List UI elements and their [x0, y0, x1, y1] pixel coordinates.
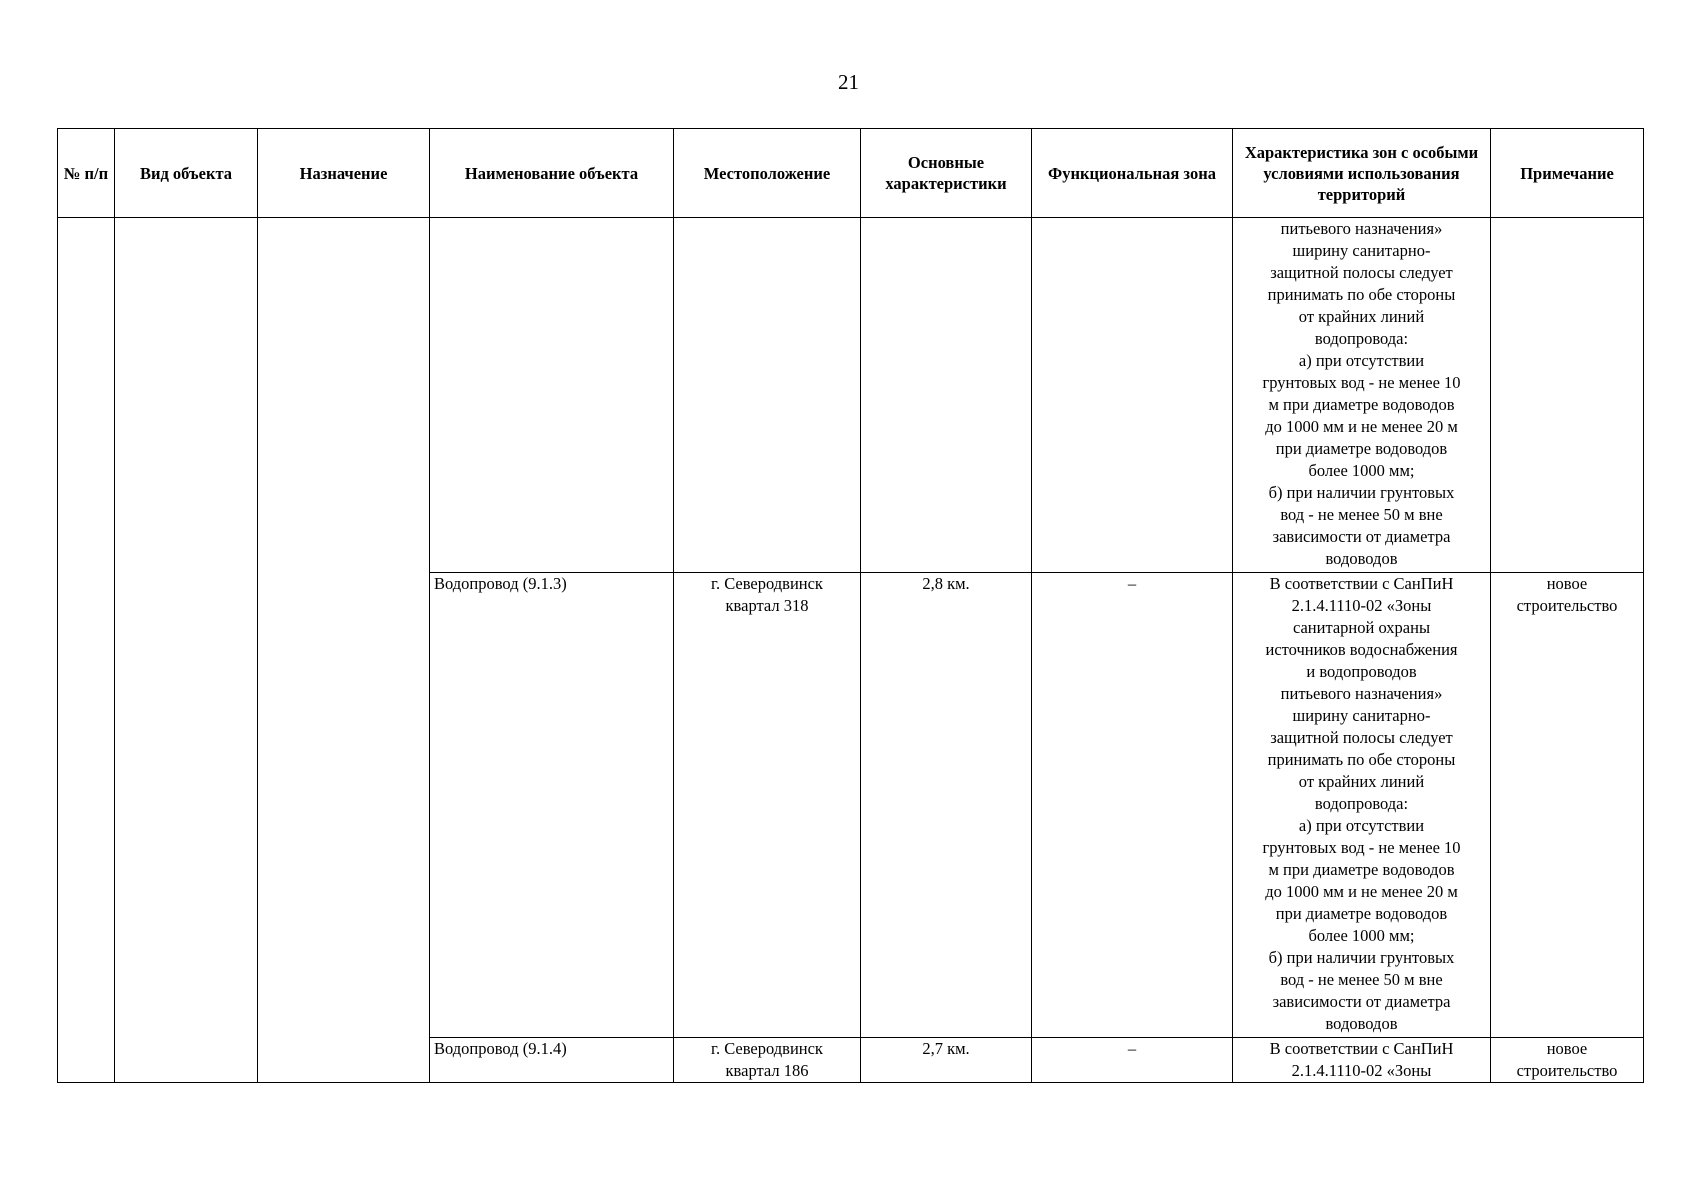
num-cell	[58, 218, 115, 1083]
location-cell: г. Северодвинск квартал 318	[674, 573, 861, 1038]
zones-characteristics-cell: В соответствии с СанПиН 2.1.4.1110-02 «Зоны	[1233, 1038, 1491, 1083]
remark-cell: новое строительство	[1491, 1038, 1644, 1083]
header-num: № п/п	[58, 129, 115, 218]
table-header-row	[58, 129, 1644, 218]
characteristics-cell	[861, 218, 1032, 573]
location-cell	[674, 218, 861, 573]
header-main-characteristics: Основные характеристики	[861, 129, 1032, 218]
header-remark: Примечание	[1491, 129, 1644, 218]
objects-table	[57, 128, 1644, 1083]
object-type-cell	[115, 218, 258, 1083]
header-location: Местоположение	[674, 129, 861, 218]
functional-zone-cell	[1032, 218, 1233, 573]
purpose-cell	[258, 218, 430, 1083]
header-object-type: Вид объекта	[115, 129, 258, 218]
object-name-cell: Водопровод (9.1.3)	[430, 573, 674, 1038]
zones-characteristics-cell: питьевого назначения» ширину санитарно- защитной полосы следует принимать по обе стороны от крайних линий водопровода: а) при отсутствии грунтовых вод - не менее 10 м при диаметре водоводов до 1000 мм и не менее 20 м при диаметре водоводов более 1000 мм; б) при наличии грунтовых вод - не менее 50 м вне зависимости от диаметра водоводов	[1233, 218, 1491, 573]
object-name-cell: Водопровод (9.1.4)	[430, 1038, 674, 1083]
functional-zone-cell: –	[1032, 573, 1233, 1038]
functional-zone-cell: –	[1032, 1038, 1233, 1083]
header-zones-characteristics: Характеристика зон с особыми условиями использования территорий	[1233, 129, 1491, 218]
remark-cell: новое строительство	[1491, 573, 1644, 1038]
remark-cell	[1491, 218, 1644, 573]
header-purpose: Назначение	[258, 129, 430, 218]
header-object-name: Наименование объекта	[430, 129, 674, 218]
location-cell: г. Северодвинск квартал 186	[674, 1038, 861, 1083]
characteristics-cell: 2,8 км.	[861, 573, 1032, 1038]
page-number: 21	[838, 70, 859, 94]
table-row	[58, 218, 1644, 573]
object-name-cell	[430, 218, 674, 573]
header-functional-zone: Функциональная зона	[1032, 129, 1233, 218]
characteristics-cell: 2,7 км.	[861, 1038, 1032, 1083]
zones-characteristics-cell: В соответствии с СанПиН 2.1.4.1110-02 «Зоны санитарной охраны источников водоснабжения и водопроводов питьевого назначения» ширину санитарно- защитной полосы следует принимать по обе стороны от крайних линий водопровода: а) при отсутствии грунтовых вод - не менее 10 м при диаметре водоводов до 1000 мм и не менее 20 м при диаметре водоводов более 1000 мм; б) при наличии грунтовых вод - не менее 50 м вне зависимости от диаметра водоводов	[1233, 573, 1491, 1038]
